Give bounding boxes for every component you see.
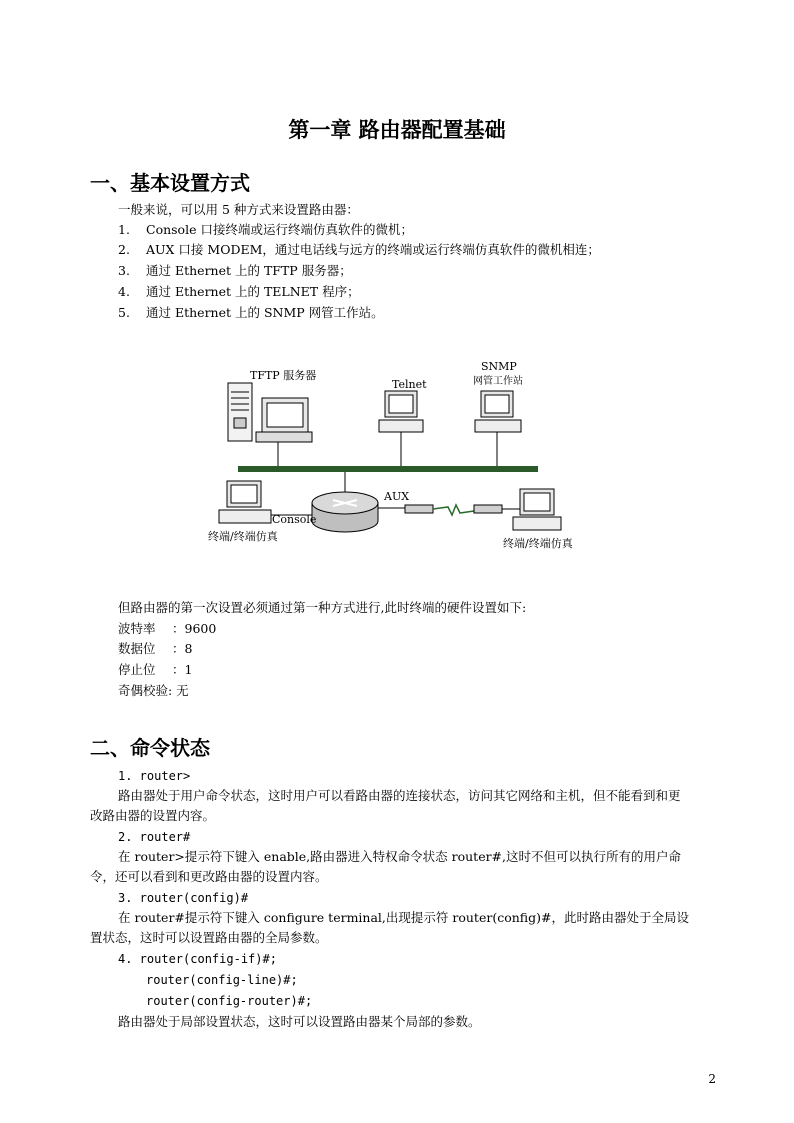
state2-desc: 在 router>提示符下键入 enable,路由器进入特权命令状态 router#,这时不但可以执行所有的用户命令，还可以看到和更改路由器的设置内容。 <box>90 849 682 884</box>
list-item: 1. Console 口接终端或运行终端仿真软件的微机； <box>118 222 413 237</box>
section2-heading: 二、命令状态 <box>90 736 210 760</box>
state2-cmd: 2. router# <box>118 830 191 844</box>
snmp-pc-icon <box>475 391 521 466</box>
right-terminal-icon <box>513 489 561 530</box>
snmp-label: SNMP <box>481 360 517 373</box>
telnet-label: Telnet <box>392 378 427 391</box>
param-row: 停止位 ：1 <box>118 662 193 677</box>
section1-intro: 一般来说，可以用 5 种方式来设置路由器： <box>118 202 359 217</box>
aux-label: AUX <box>384 490 410 503</box>
console-label: Console <box>272 513 317 526</box>
state4-cmd: 4. router(config-if)#; <box>118 952 277 966</box>
state3-cmd: 3. router(config)# <box>118 891 249 905</box>
list-item: 5. 通过 Ethernet 上的 SNMP 网管工作站。 <box>118 305 384 320</box>
phone-line <box>433 505 474 515</box>
router-icon <box>312 472 378 532</box>
state4-line3: router(config-router)#; <box>146 994 313 1008</box>
param-row: 波特率 ：9600 <box>118 621 217 636</box>
list-item: 2. AUX 口接 MODEM，通过电话线与远方的终端或运行终端仿真软件的微机相连； <box>118 242 600 257</box>
param-row: 数据位 ：8 <box>118 641 193 656</box>
parity-row: 奇偶校验: 无 <box>118 683 189 698</box>
left-modem-icon <box>405 505 433 513</box>
ethernet-bus <box>238 466 538 472</box>
chapter-title: 第一章 路由器配置基础 <box>288 117 506 142</box>
section1-heading: 一、基本设置方式 <box>90 171 250 195</box>
snmp-sublabel: 网管工作站 <box>473 376 523 387</box>
state4-line2: router(config-line)#; <box>146 973 298 987</box>
state4-desc: 路由器处于局部设置状态，这时可以设置路由器某个局部的参数。 <box>118 1014 481 1029</box>
first-setup-intro: 但路由器的第一次设置必须通过第一种方式进行,此时终端的硬件设置如下: <box>118 600 527 615</box>
page-number: 2 <box>708 1072 716 1086</box>
tftp-label: TFTP 服务器 <box>250 369 317 382</box>
list-item: 3. 通过 Ethernet 上的 TFTP 服务器； <box>118 263 352 278</box>
state1-cmd: 1. router> <box>118 769 191 783</box>
state1-desc: 路由器处于用户命令状态，这时用户可以看路由器的连接状态，访问其它网络和主机，但不能看到和更改路由器的设置内容。 <box>90 788 681 823</box>
left-terminal-label: 终端/终端仿真 <box>208 530 278 543</box>
telnet-pc-icon <box>379 391 423 466</box>
state3-desc: 在 router#提示符下键入 configure terminal,出现提示符 router(config)#，此时路由器处于全局设置状态，这时可以设置路由器的全局参数。 <box>90 910 689 945</box>
right-terminal-label: 终端/终端仿真 <box>503 537 573 550</box>
right-modem-icon <box>474 505 502 513</box>
tftp-server-icon <box>228 383 312 466</box>
list-item: 4. 通过 Ethernet 上的 TELNET 程序； <box>118 284 360 299</box>
